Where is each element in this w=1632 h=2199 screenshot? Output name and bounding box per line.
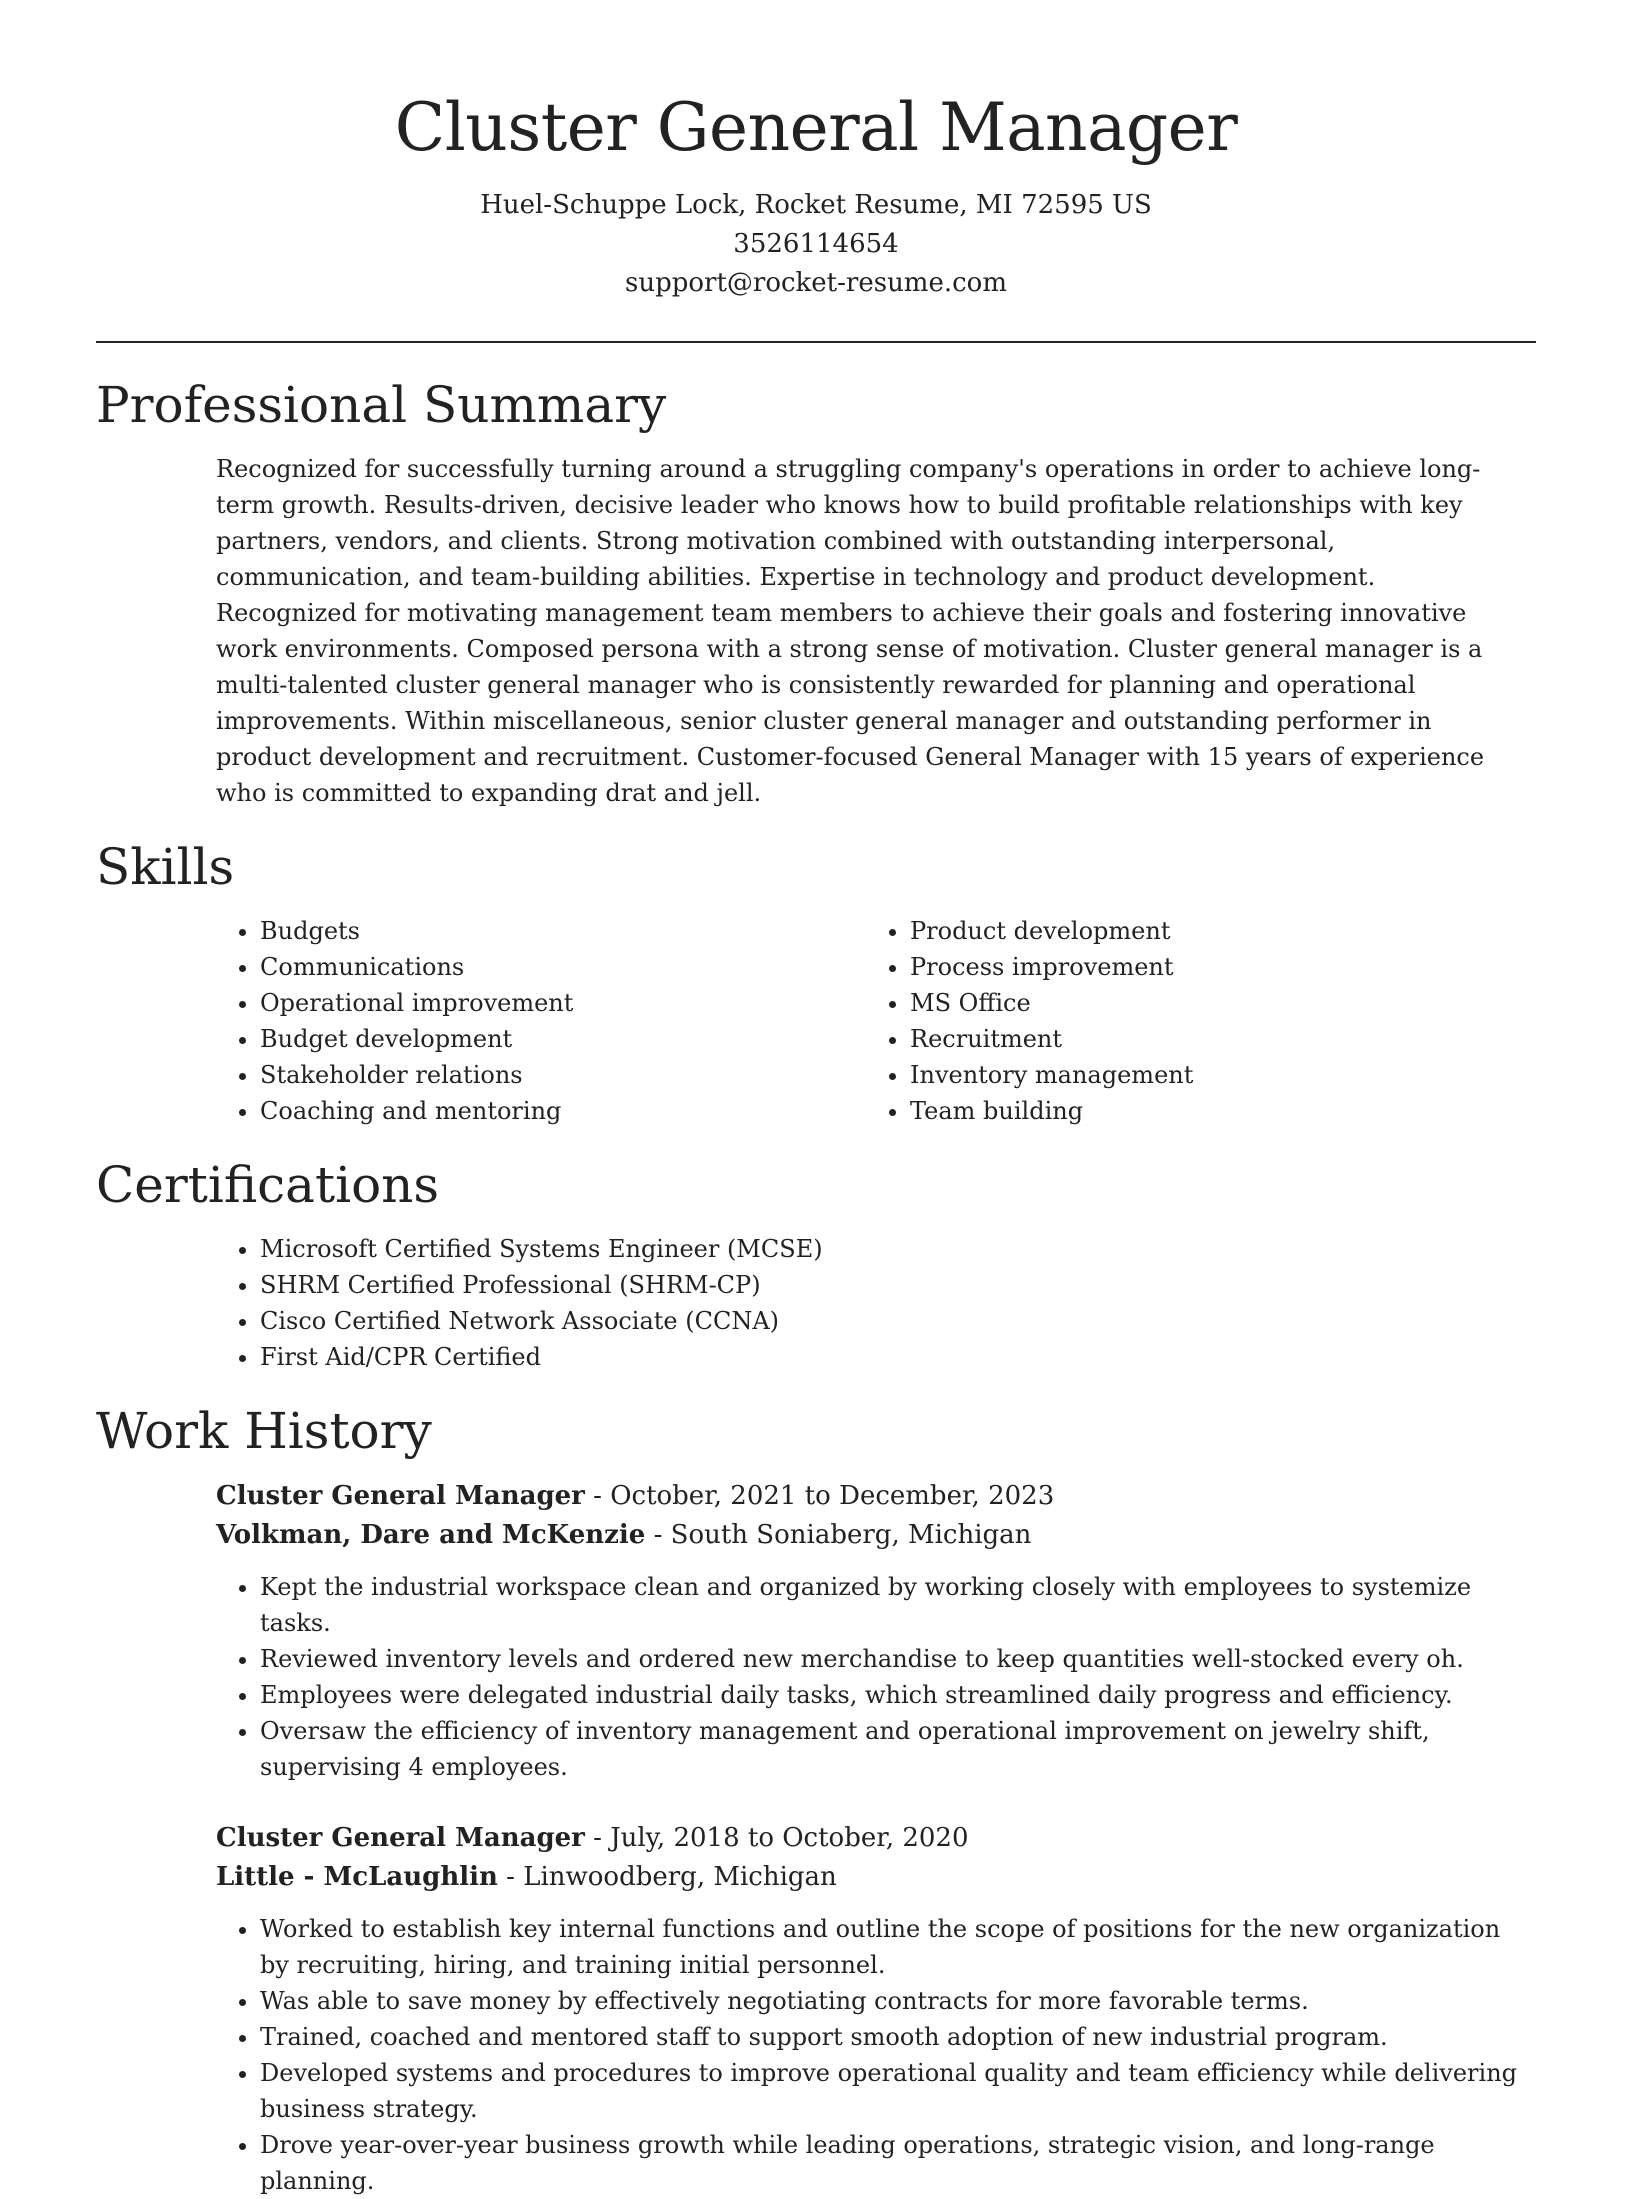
job-dates: - July, 2018 to October, 2020 bbox=[584, 1823, 969, 1853]
section-title-summary: Professional Summary bbox=[96, 376, 667, 434]
skill-item: • Inventory management bbox=[910, 1057, 1516, 1093]
resume-page bbox=[96, 0, 1536, 2199]
skills-list-left bbox=[216, 913, 866, 1129]
job-bullet-list bbox=[216, 1911, 1536, 2199]
certification-item: • SHRM Certified Professional (SHRM-CP) bbox=[260, 1267, 1536, 1303]
certifications-list bbox=[216, 1231, 1536, 1375]
job-bullet: • Trained, coached and mentored staff to support smooth adoption of new industrial program. bbox=[260, 2019, 1536, 2055]
skill-item: • Recruitment bbox=[910, 1021, 1516, 1057]
certification-item: • Microsoft Certified Systems Engineer (MCSE) bbox=[260, 1231, 1536, 1267]
skill-item: • MS Office bbox=[910, 985, 1516, 1021]
skills-list-right bbox=[866, 913, 1516, 1129]
skill-item: • Communications bbox=[260, 949, 866, 985]
skills-column-left bbox=[216, 913, 866, 1129]
job-bullet-list bbox=[216, 1569, 1536, 1785]
skill-item: • Budget development bbox=[260, 1021, 866, 1057]
section-title-work-history: Work History bbox=[96, 1402, 432, 1460]
candidate-name: Cluster General Manager bbox=[394, 89, 1238, 166]
summary-section bbox=[96, 373, 1536, 811]
contact-address: Huel-Schuppe Lock, Rocket Resume, MI 72595 US bbox=[480, 190, 1152, 220]
job-company: Little - McLaughlin bbox=[216, 1862, 498, 1892]
job-location: - South Soniaberg, Michigan bbox=[645, 1520, 1032, 1550]
job-company: Volkman, Dare and McKenzie bbox=[216, 1520, 646, 1550]
skills-column-right bbox=[866, 913, 1516, 1129]
job-role: Cluster General Manager bbox=[216, 1481, 585, 1511]
certifications-section bbox=[96, 1153, 1536, 1375]
job-role-line bbox=[216, 1819, 1536, 1858]
certification-item: • First Aid/CPR Certified bbox=[260, 1339, 1536, 1375]
job-bullet: • Drove year-over-year business growth while leading operations, strategic vision, and long-range planning. bbox=[260, 2127, 1536, 2199]
skill-item: • Operational improvement bbox=[260, 985, 866, 1021]
job-bullet: • Developed systems and procedures to improve operational quality and team efficiency while delivering business strategy. bbox=[260, 2055, 1536, 2127]
job-dates: - October, 2021 to December, 2023 bbox=[584, 1481, 1055, 1511]
contact-email: support@rocket-resume.com bbox=[624, 268, 1007, 298]
job-location: - Linwoodberg, Michigan bbox=[497, 1862, 837, 1892]
skill-item: • Process improvement bbox=[910, 949, 1516, 985]
job-bullet: • Reviewed inventory levels and ordered new merchandise to keep quantities well-stocked every oh. bbox=[260, 1641, 1536, 1677]
job-company-line bbox=[216, 1858, 1536, 1897]
section-title-certifications: Certifications bbox=[96, 1156, 440, 1214]
job-bullet: • Worked to establish key internal functions and outline the scope of positions for the new organization by recruiting, hiring, and training initial personnel. bbox=[260, 1911, 1536, 1983]
job-entry bbox=[216, 1477, 1536, 1785]
skill-item: • Team building bbox=[910, 1093, 1516, 1129]
job-bullet: • Employees were delegated industrial daily tasks, which streamlined daily progress and efficiency. bbox=[260, 1677, 1536, 1713]
skill-item: • Product development bbox=[910, 913, 1516, 949]
work-history-section bbox=[96, 1399, 1536, 2199]
skill-item: • Budgets bbox=[260, 913, 866, 949]
job-entry bbox=[216, 1819, 1536, 2199]
skills-section bbox=[96, 835, 1536, 1129]
job-bullet: • Kept the industrial workspace clean and organized by working closely with employees to systemize tasks. bbox=[260, 1569, 1536, 1641]
job-bullet: • Was able to save money by effectively negotiating contracts for more favorable terms. bbox=[260, 1983, 1536, 2019]
header-divider bbox=[96, 341, 1536, 343]
job-company-line bbox=[216, 1516, 1536, 1555]
contact-phone: 3526114654 bbox=[733, 229, 899, 259]
job-role: Cluster General Manager bbox=[216, 1823, 585, 1853]
section-title-skills: Skills bbox=[96, 838, 235, 896]
summary-text: Recognized for successfully turning around a struggling company's operations in order to achieve long-term growth. Results-driven, decisive leader who knows how to build profitable relationships with key partners, vendors, and clients. Strong motivation combined with outstanding interpersonal, communication, and team-building abilities. Expertise in technology and product development. Recognized for motivating management team members to achieve their goals and fostering innovative work environments. Composed persona with a strong sense of motivation. Cluster general manager is a multi-talented cluster general manager who is consistently rewarded for planning and operational improvements. Within miscellaneous, senior cluster general manager and outstanding performer in product development and recruitment. Customer-focused General Manager with 15 years of experience who is committed to expanding drat and jell. bbox=[216, 455, 1485, 807]
job-bullet: • Oversaw the efficiency of inventory management and operational improvement on jewelry shift, supervising 4 employees. bbox=[260, 1713, 1536, 1785]
job-role-line bbox=[216, 1477, 1536, 1516]
skill-item: • Stakeholder relations bbox=[260, 1057, 866, 1093]
certification-item: • Cisco Certified Network Associate (CCNA) bbox=[260, 1303, 1536, 1339]
skill-item: • Coaching and mentoring bbox=[260, 1093, 866, 1129]
certifications-block bbox=[216, 1231, 1536, 1375]
skills-columns bbox=[216, 913, 1536, 1129]
resume-header bbox=[96, 0, 1536, 303]
contact-block bbox=[96, 186, 1536, 303]
